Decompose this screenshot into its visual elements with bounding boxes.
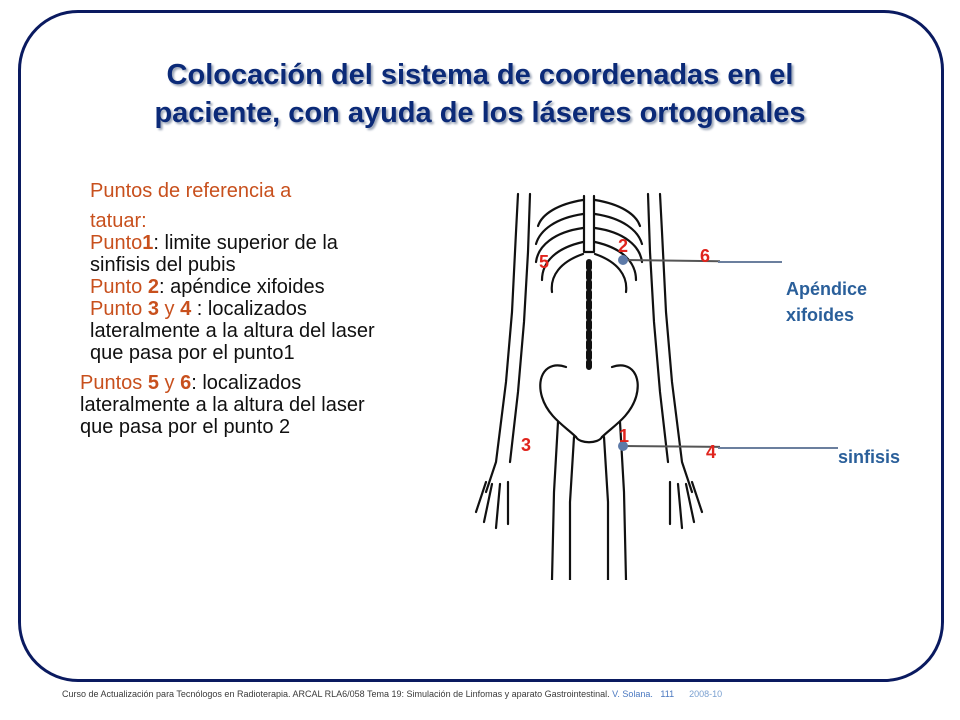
- point-1-text: : limite superior de la sinfisis del pubis: [90, 232, 338, 276]
- point-2-prefix: Punto: [90, 276, 148, 298]
- point-2-paragraph: [80, 276, 398, 298]
- body-text: [80, 180, 398, 438]
- point-5-6-text: : localizados lateralmente a la altura del laser que pasa por el punto 2: [80, 372, 365, 438]
- footer-author: V. Solana.: [612, 689, 653, 699]
- intro-paragraph: [80, 180, 398, 232]
- title-line-1: Colocación del sistema de coordenadas en el: [166, 59, 794, 91]
- point-1-prefix: Punto: [90, 232, 143, 254]
- slide-title: [40, 56, 920, 132]
- label-5: 5: [539, 252, 550, 272]
- point-2-text: : apéndice xifoides: [158, 276, 325, 298]
- intro-line-1: Puntos de referencia a: [90, 180, 292, 202]
- point-3-4-text: localizados lateralmente a la altura del laser que pasa por el punto1: [90, 298, 375, 364]
- label-3: 3: [521, 435, 532, 455]
- footer-page: 111: [660, 689, 675, 699]
- skeleton-illustration: [458, 192, 720, 580]
- point-4-number: 4: [180, 298, 192, 320]
- apendice-line-2: xifoides: [786, 305, 855, 325]
- point-1-number: 1: [142, 232, 154, 254]
- point-5-6-prefix: Puntos: [80, 372, 148, 394]
- sinfisis-label: sinfisis: [838, 447, 901, 467]
- point-3-number: 3: [147, 298, 159, 320]
- label-1: 1: [619, 426, 630, 446]
- apendice-line-1: Apéndice: [786, 279, 868, 299]
- point-2-number: 2: [147, 276, 159, 298]
- label-2: 2: [618, 236, 629, 256]
- intro-line-2: tatuar:: [90, 210, 147, 232]
- apendice-xifoides-label: [786, 276, 867, 328]
- point-5-6-and: y: [158, 372, 181, 394]
- point-5-number: 5: [147, 372, 159, 394]
- laser-extension-sinfisis: [718, 447, 838, 449]
- point-5-6-paragraph: [80, 372, 398, 438]
- point-3-4-paragraph: [80, 298, 398, 364]
- point-1-paragraph: [80, 232, 398, 276]
- point-3-4-prefix: Punto: [90, 298, 148, 320]
- label-4: 4: [706, 442, 717, 462]
- footer: [62, 689, 892, 699]
- point-3-4-and: y: [158, 298, 181, 320]
- label-6: 6: [700, 246, 711, 266]
- point-3-4-colon: :: [191, 298, 208, 320]
- footer-date: 2008-10: [689, 689, 723, 699]
- point-6-number: 6: [180, 372, 192, 394]
- title-line-2: paciente, con ayuda de los láseres ortogonales: [154, 97, 806, 129]
- laser-extension-xifoides: [718, 261, 782, 263]
- footer-text: Curso de Actualización para Tecnólogos en Radioterapia. ARCAL RLA6/058 Tema 19: Simulación de Linfomas y aparato Gastrointestinal.: [62, 689, 610, 699]
